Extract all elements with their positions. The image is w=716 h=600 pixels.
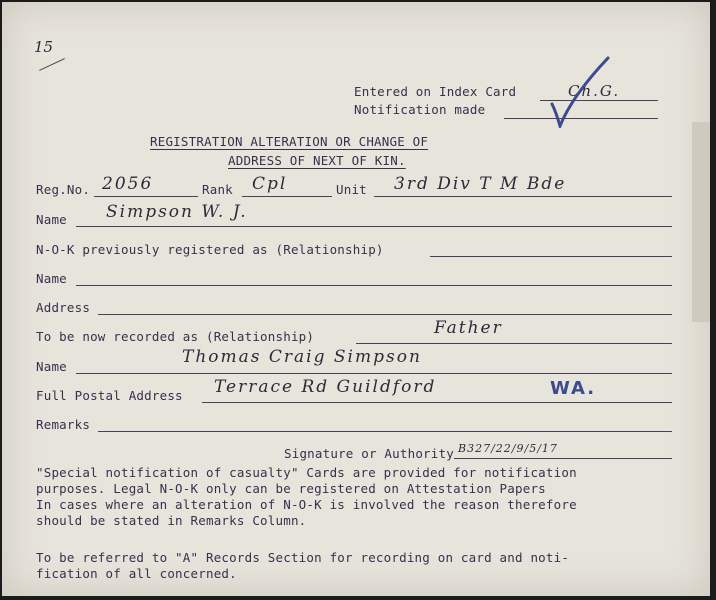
record-card xyxy=(2,2,710,596)
postal-address-value: Terrace Rd Guildford xyxy=(214,377,437,397)
notification-label: Notification made xyxy=(354,102,486,117)
prev-address-label: Address xyxy=(36,300,91,315)
name-line xyxy=(76,226,672,227)
postal-state-value: WA. xyxy=(550,378,597,399)
new-relationship-label: To be now recorded as (Relationship) xyxy=(36,329,315,344)
rank-line xyxy=(242,196,332,197)
new-name-label: Name xyxy=(36,359,67,374)
index-card-label: Entered on Index Card xyxy=(354,84,517,99)
corner-mark xyxy=(39,58,65,71)
rank-value: Cpl xyxy=(252,174,288,194)
new-name-value: Thomas Craig Simpson xyxy=(182,347,422,367)
name-label: Name xyxy=(36,212,67,227)
postal-address-line xyxy=(202,402,672,403)
postal-address-label: Full Postal Address xyxy=(36,388,183,403)
signature-label: Signature or Authority xyxy=(284,446,454,461)
reg-no-line xyxy=(94,196,198,197)
form-title-line2: ADDRESS OF NEXT OF KIN. xyxy=(228,153,406,168)
torn-edge xyxy=(692,122,710,322)
new-relationship-value: Father xyxy=(434,318,503,338)
notes-line-1: "Special notification of casualty" Cards are provided for notification xyxy=(36,465,577,480)
signature-line xyxy=(454,458,672,459)
unit-label: Unit xyxy=(336,182,367,197)
reg-no-value: 2056 xyxy=(102,174,154,194)
remarks-label: Remarks xyxy=(36,417,91,432)
notes-line-2: purposes. Legal N-O-K only can be registered on Attestation Papers xyxy=(36,481,546,496)
notes-line-3: In cases where an alteration of N-O-K is involved the reason therefore xyxy=(36,497,577,512)
notes-line-4: should be stated in Remarks Column. xyxy=(36,513,307,528)
name-value: Simpson W. J. xyxy=(106,202,248,222)
signature-value: B327/22/9/5/17 xyxy=(458,442,558,455)
form-title-line1: REGISTRATION ALTERATION OR CHANGE OF xyxy=(150,134,429,149)
unit-line xyxy=(374,196,672,197)
prev-nok-line xyxy=(430,256,672,257)
reg-no-label: Reg.No. xyxy=(36,182,91,197)
new-name-line xyxy=(76,373,672,374)
new-relationship-line xyxy=(356,343,672,344)
prev-name-line xyxy=(76,285,672,286)
notes-line-5: To be referred to "A" Records Section for recording on card and noti- xyxy=(36,550,570,565)
prev-nok-label: N-O-K previously registered as (Relationship) xyxy=(36,242,384,257)
prev-name-label: Name xyxy=(36,271,67,286)
unit-value: 3rd Div T M Bde xyxy=(394,174,567,194)
corner-number: 15 xyxy=(34,38,54,56)
remarks-line xyxy=(98,431,672,432)
index-card-value: Ch.G. xyxy=(568,82,621,100)
notes-line-6: fication of all concerned. xyxy=(36,566,237,581)
prev-address-line xyxy=(98,314,672,315)
rank-label: Rank xyxy=(202,182,233,197)
checkmark-icon xyxy=(550,56,610,128)
